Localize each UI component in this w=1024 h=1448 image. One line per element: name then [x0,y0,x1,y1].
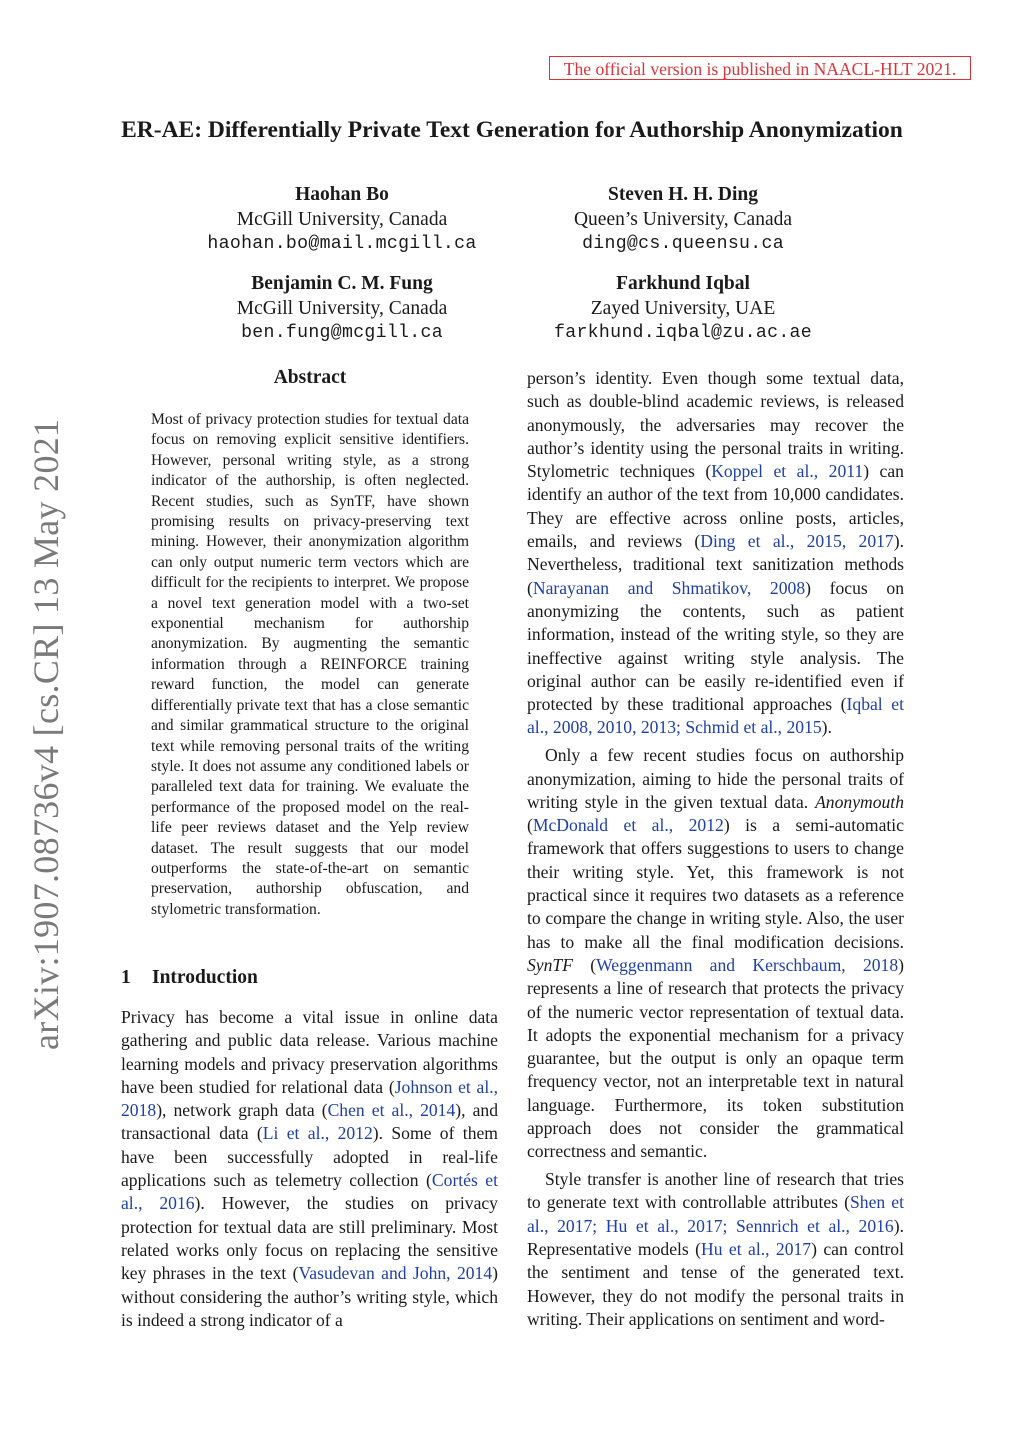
citation-link[interactable]: Ding et al., 2015, 2017 [700,531,894,552]
author-name: Benjamin C. M. Fung [251,273,433,294]
citation-link[interactable]: Narayanan and Shmatikov, 2008 [532,577,806,598]
emphasis: SynTF [527,954,573,975]
author-block [162,183,522,257]
text-run: Privacy has become a vital issue in online data gathering and public data release. Various machine learning models and privacy preservation algorithms have been studied for relational data ( [121,1007,498,1097]
text-run: ) focus on anonymizing the contents, such as patient information, instead of the writing style, so they are ineffective against writing style analysis. The original author can be easily re-identified even if protected by these traditional approaches ( [527,577,905,715]
citation-link[interactable]: Johnson et al., 2018 [121,1076,498,1121]
author-name: Steven H. H. Ding [607,184,759,205]
author-email[interactable]: ben.fung@mcgill.ca [241,323,443,343]
author-email[interactable]: ding@cs.queensu.ca [582,234,784,254]
text-run: ( [572,954,597,975]
paper-title: ER-AE: Differentially Private Text Generation for Authorship Anonymization [121,117,903,143]
text-run: ) without considering the author’s writing style, which is indeed a strong indicator of a [121,1263,498,1330]
citation-link[interactable]: Koppel et al., 2011 [711,461,864,482]
paragraph [121,1006,498,1332]
publication-notice: The official version is published in NAACL-HLT 2021. [549,56,971,80]
abstract-text: Most of privacy protection studies for textual data focus on removing explicit sensitive identifiers. However, personal writing style, as a strong indicator of the authorship, is often neglected. Recent studies, such as SynTF, have shown promising results on privacy-preserving text mining. However, their anonymization algorithm can only output numeric term vectors which are difficult for the recipients to interpret. We propose a novel text generation model with a two-set exponential mechanism for authorship anonymization. By augmenting the semantic information through a REINFORCE training reward function, the model can generate differentially private text that has a close semantic and similar grammatical structure to the original text while removing personal traits of the writing style. It does not assume any conditioned labels or paralleled text data for training. We evaluate the performance of the proposed model on the real-life peer reviews dataset and the Yelp review dataset. The result suggests that our model outperforms the state-of-the-art on semantic preservation, authorship obfuscation, and stylometric transformation. [151,411,469,918]
citation-link[interactable]: Hu et al., 2017 [701,1238,812,1259]
section-number: 1 [121,967,131,988]
paragraph [527,744,904,1163]
text-run: ( [527,815,533,836]
author-affiliation: McGill University, Canada [236,297,448,319]
right-column [527,367,904,1331]
paragraph [527,367,904,740]
text-run: Only a few recent studies focus on authorship anonymization, aiming to hide the personal traits of writing style in the given textual data. [527,745,904,812]
emphasis: Anonymouth [815,791,904,812]
abstract-heading: Abstract [273,367,347,388]
citation-link[interactable]: Shen et al., 2017; Hu et al., 2017; Sennrich et al., 2016 [527,1192,904,1236]
paragraph [527,1168,904,1331]
text-run: ) can identify an author of the text from 10,000 candidates. They are effective across online posts, articles, emails, and reviews ( [527,461,904,552]
text-run: Style transfer is another line of research that tries to generate text with controllable attributes ( [527,1169,904,1213]
section-heading-introduction [121,966,501,990]
citation-link[interactable]: Weggenmann and Kerschbaum, 2018 [596,954,899,975]
left-column [121,1006,498,1332]
author-name: Farkhund Iqbal [616,273,750,294]
author-name: Haohan Bo [295,184,389,205]
text-run: ). However, the studies on privacy protection for textual data are still preliminary. Most related works only focus on replacing the sensitive key phrases in the text ( [121,1193,498,1284]
author-affiliation: Zayed University, UAE [590,297,776,319]
citation-link[interactable]: McDonald et al., 2012 [532,815,724,836]
author-affiliation: Queen’s University, Canada [573,208,793,230]
citation-link[interactable]: Chen et al., 2014 [327,1100,456,1121]
text-run: ). Some of them have been successfully adopted in real-life applications such as telemetry collection ( [121,1123,498,1191]
author-block [162,272,522,346]
author-email[interactable]: haohan.bo@mail.mcgill.ca [207,234,477,254]
author-block [503,183,863,257]
text-run: ) represents a line of research that protects the privacy of the numeric vector representation of textual data. It adopts the exponential mechanism for a privacy guarantee, but the output is only an opaque term frequency vector, not an interpretable text in natural language. Furthermore, its token substitution approach does not consider the grammatical correctness and semantic. [527,954,905,1162]
text-run: ), network graph data ( [156,1100,328,1121]
section-title: Introduction [152,967,258,988]
citation-link[interactable]: Iqbal et al., 2008, 2010, 2013; Schmid et al., 2015 [527,694,905,738]
text-run: ). Representative models ( [527,1215,904,1259]
arxiv-identifier: arXiv:1907.08736v4 [cs.CR] 13 May 2021 [26,418,66,1050]
citation-link[interactable]: Li et al., 2012 [262,1123,373,1144]
author-block [503,272,863,346]
text-run: ) can control the sentiment and tense of the generated text. However, they do not modify the personal traits in writing. Their applications on sentiment and word- [527,1238,904,1329]
citation-link[interactable]: Vasudevan and John, 2014 [298,1263,493,1284]
text-run: ). [821,717,832,738]
text-run: ). Nevertheless, traditional text sanitization methods ( [527,531,904,598]
author-email[interactable]: farkhund.iqbal@zu.ac.ae [554,323,812,343]
text-run: person’s identity. Even though some textual data, such as double-blind academic reviews, is released anonymously, the adversaries may recover the author’s identity using the personal traits in writing. Stylometric techniques ( [527,368,904,482]
text-run: ), and transactional data ( [121,1100,498,1144]
citation-link[interactable]: Cortés et al., 2016 [121,1170,499,1214]
text-run: ) is a semi-automatic framework that offers suggestions to users to change their writing style. Yet, this framework is not practical since it requires two datasets as a reference to compare the change in writing style. Also, the user has to make all the final modification decisions. [527,815,904,952]
author-affiliation: McGill University, Canada [236,208,448,230]
